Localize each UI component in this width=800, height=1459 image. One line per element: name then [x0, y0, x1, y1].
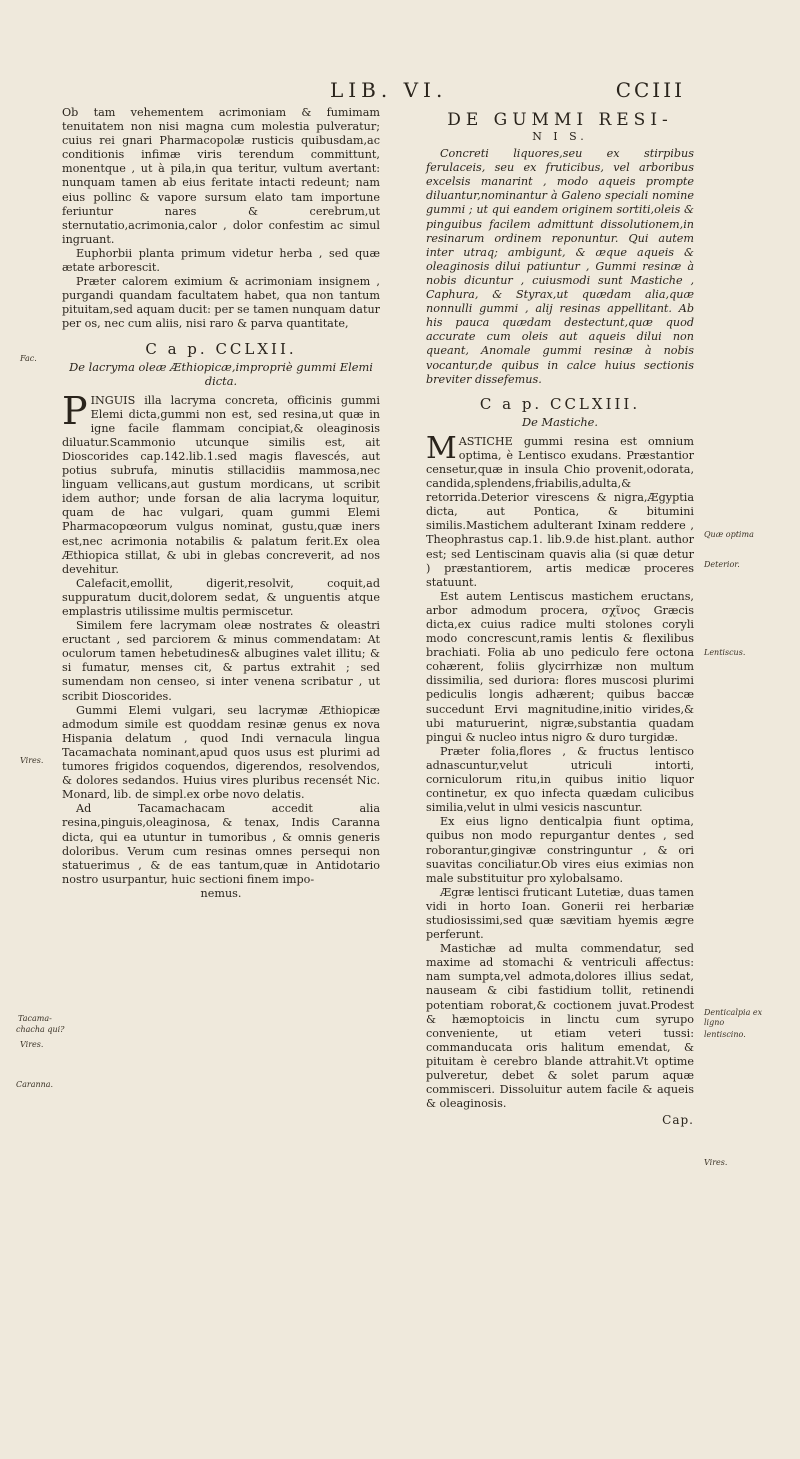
drop-capital: P — [62, 388, 88, 433]
paragraph — [62, 388, 380, 577]
margin-note: Lentiscus. — [704, 648, 746, 657]
folio-number: CCIII — [615, 78, 685, 102]
catchword: Cap. — [662, 1113, 694, 1128]
margin-note: Denticalpia ex ligno — [704, 1008, 763, 1027]
paragraph: Ad Tacamachacam accedit alia resina,pinguis,oleaginosa, & tenax, Indis Caranna dicta, qui ea utuntur in tumoribus , & omnis generis doloribus. Verum cum resinas omnes persequi non statuerimus , & de eas tantum,quæ in Antidotario nostro usurpantur, huic sectioni finem impo- — [62, 802, 380, 886]
right-column — [426, 106, 694, 1127]
paragraph: Ægræ lentisci fruticant Lutetiæ, duas tamen vidi in horto Ioan. Gonerii rei herbariæ studiosissimi,sed quæ sævitiam hyemis ægre perferunt. — [426, 885, 694, 942]
chapter-number: C a p. CCLXIII. — [479, 394, 641, 413]
paragraph: Præter folia,flores , & fructus lentisco adnascuntur,velut utriculi intorti, corniculorum ritu,in quibus initio liquor continetur, ex quo infecta quædam culicibus similia,velut in ulmi vesicis nascuntur. — [426, 744, 694, 815]
left-column — [62, 106, 380, 901]
paragraph: Præter calorem eximium & acrimoniam insignem , purgandi quandam facultatem habet, qua non tantum pituitam,sed aquam ducit: per se tamen nunquam datur per os, nec cum aliis, nisi raro & parva quantitate, — [62, 275, 380, 331]
paragraph: Similem fere lacrymam oleæ nostrates & oleastri eructant , sed parciorem & minus commendatam: At oculorum tamen hebetudines& albugines valet illitu; & si fumatur, menses cit, & partus extrahit ; sed sumendam non censeo, si inter venena scribatur , ut scribit Dioscorides. — [62, 619, 380, 703]
paragraph: Calefacit,emollit, digerit,resolvit, coquit,ad suppuratum ducit,dolorem sedat, & unguentis atque emplastris utilissime multis permiscetur. — [62, 576, 380, 618]
margin-note: Vires. — [20, 1040, 44, 1049]
paragraph: Ob tam vehementem acrimoniam & fumimam tenuitatem non nisi magna cum molestia pulveratur; cuius rei gnari Pharmacopolæ rusticis quibusdam,ac conditionis infimæ viris terendum committunt, monentque , ut à pila,in qua teritur, vultum avertant: nunquam tamen ab eius feritate intacti redeunt; nam eius pollinc & vapore sursum elato tam importune feriuntur nares & cerebrum,ut sternutatio,acrimonia,calor , dolor confestim ac simul ingruant. — [62, 106, 380, 246]
margin-note: Vires. — [704, 1158, 728, 1167]
paragraph-text: INGUIS illa lacryma concreta, officinis gummi Elemi dicta,gummi non est, sed resina,ut quæ in igne facile flammam concipiat,& oleaginosis diluatur.Scammonio utcunque similis est, ait Dioscorides cap.142.lib.1.sed magis flavescés, aut potius subrufa, minutis stillacidiis mammosa,nec linguam vellicans,aut gustum mordicans, ut scribit idem author; unde forsan de alia lacryma loquitur, quam de hac vulgari, quam gummi Elemi Pharmacopœorum vulgus nominat, gustu,quæ iners est,nec acrimonia notabilis & palatum ferit.Ex olea Æthiopica stillat, & ubi in glebas concreverit, ad nos devehitur. — [62, 393, 380, 576]
drop-capital: M — [426, 430, 457, 466]
paragraph: Mastichæ ad multa commendatur, sed maxime ad stomachi & ventriculi affectus: nam sumpta,vel admota,dolores illius sedat, nauseam & cibi fastidium tollit, retinendi potentiam roborat,& coctionem juvat.Prodest & hæmoptoicis in linctu cum syrupo conveniente, ut etiam veteri tussi: commanducata oris halitum emendat, & pituitam è cerebro blande attrahit.Vt optime pulveretur, debet & solet parum aquæ commisceri. Dissoluitur autem facile & aqueis & oleaginosis. — [426, 942, 694, 1111]
section-heading: DE GUMMI RESI- — [447, 110, 673, 130]
margin-note: Deterior. — [704, 560, 740, 569]
margin-note: lentiscino. — [704, 1030, 746, 1039]
running-head — [0, 72, 800, 108]
section-heading-cont: N I S. — [532, 130, 588, 143]
section-intro: Concreti liquores,seu ex stirpibus ferulaceis, seu ex fruticibus, vel arboribus excelsis manarint , modo aqueis prompte diluantur,nominantur à Galeno speciali nomine gummi ; ut qui eandem originem sortiti,oleis & pinguibus facilem admittunt dissolutionem,in resinarum ordinem reponuntur. Qui autem inter utraq; ambigunt, & æque aqueis & oleaginosis dilui patiuntur , Gummi resinæ à nobis dicuntur , cuiusmodi sunt Mastiche , Caphura, & Styrax,ut quædam alia,quæ nonnulli gummi , alij resinas appellitant. Ab his pauca quædam destectunt,quæ quod accurate cum oleis aut aqueis dilui non queant, Anomale gummi resinæ à nobis vocantur,de quibus in calce huius sectionis breviter dissefemus. — [426, 147, 694, 386]
paragraph: Est autem Lentiscus mastichem eructans, arbor admodum procera, σχῖνος Græcis dicta,ex cuius radice multi stolones coryli modo concrescunt,ramis lentis & flexilibus brachiati. Folia ab uno pediculo fere octona cohærent, foliis glycirrhizæ non multum dissimilia, sed duriora: flores muscosi plurimi pediculis longis adhærent; quibus baccæ succedunt Ervi magnitudine,initio virides,& ubi maturuerint, nigræ,substantia quadam pingui & nucleo intus nigro & duro turgidæ. — [426, 589, 694, 744]
paragraph: Gummi Elemi vulgari, seu lacrymæ Æthiopicæ admodum simile est quoddam resinæ genus ex nova Hispania delatum , quod Indi vernacula lingua Tacamachata nominant,apud quos usus est plurimi ad tumores frigidos coquendos, digerendos, resolvendos, & dolores sedandos. Huius vires pluribus recensét Nic. Monard, lib. de simpl.ex orbe novo delatis. — [62, 703, 380, 802]
chapter-title: De lacryma oleæ Æthiopicæ,impropriè gummi Elemi dicta. — [69, 359, 373, 388]
margin-note: Vires. — [20, 756, 44, 765]
margin-note: Fac. — [20, 354, 37, 363]
margin-note: chacha qui? — [16, 1025, 65, 1034]
paragraph: Euphorbii planta primum videtur herba , sed quæ ætate arborescit. — [62, 246, 380, 275]
paragraph: Ex eius ligno denticalpia fiunt optima, quibus non modo repurgantur dentes , sed roborantur,gingivæ constringuntur , & ori suavitas conciliatur.Ob vires eius eximias non male substituitur pro xylobalsamo. — [426, 815, 694, 885]
paragraph — [426, 430, 694, 590]
paragraph-text: ASTICHE gummi resina est omnium optima, è Lentisco exudans. Præstantior censetur,quæ in insula Chio provenit,odorata, candida,splendens,friabilis,adulta,& retorrida.Deterior virescens & nigra,Ægyptia dicta, aut Pontica, & bitumini similis.Mastichem adulterant Ixinam reddere , Theophrastus cap.1. lib.9.de hist.plant. author est; sed Lentiscinam quavis alia (si quæ detur ) præstantiorem, artis medicæ proceres statuunt. — [426, 434, 694, 589]
margin-note: Caranna. — [16, 1080, 54, 1089]
book-number: LIB. VI. — [330, 78, 448, 102]
paragraph-end: nemus. — [200, 886, 242, 900]
chapter-title: De Mastiche. — [521, 414, 599, 429]
margin-note: Tacama- — [18, 1014, 52, 1023]
margin-note: Quæ optima — [704, 530, 754, 539]
chapter-number: C a p. CCLXII. — [145, 339, 297, 358]
